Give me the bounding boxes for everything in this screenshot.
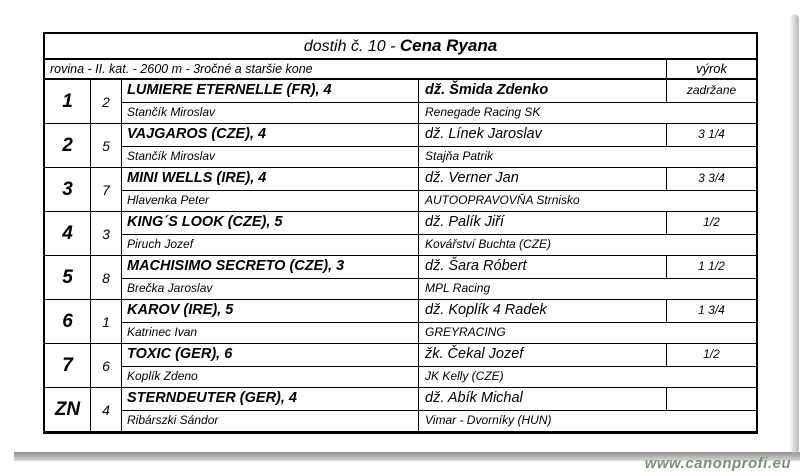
result-row-3 — [45, 168, 756, 212]
finish-position: ZN — [45, 388, 91, 431]
stable-name: Vimar - Dvorníky (HUN) — [425, 413, 552, 427]
verdict-column-header: výrok — [666, 60, 756, 78]
stable-name: MPL Racing — [425, 281, 491, 295]
trainer-name: Koplík Zdeno — [122, 367, 419, 387]
jockey-name: dž. Verner Jan — [425, 170, 519, 186]
horse-name: TOXIC (GER), 6 — [122, 344, 419, 366]
verdict-value: 1 1/2 — [666, 256, 756, 278]
verdict-value: 1 3/4 — [666, 300, 756, 322]
start-number: 2 — [91, 80, 122, 123]
result-row-7 — [45, 344, 756, 388]
scan-right-edge-shadow — [789, 14, 799, 454]
horse-name: KAROV (IRE), 5 — [122, 300, 419, 322]
stable-name: JK Kelly (CZE) — [425, 369, 504, 383]
jockey-name: dž. Koplík 4 Radek — [425, 302, 547, 318]
finish-position: 7 — [45, 344, 91, 387]
horse-name: STERNDEUTER (GER), 4 — [122, 388, 419, 410]
trainer-name: Hlavenka Peter — [122, 191, 419, 211]
finish-position: 5 — [45, 256, 91, 299]
finish-position: 3 — [45, 168, 91, 211]
race-conditions: rovina - II. kat. - 2600 m - 3ročné a staršie kone — [50, 62, 313, 76]
start-number: 3 — [91, 212, 122, 255]
stable-name: GREYRACING — [425, 325, 506, 339]
finish-position: 6 — [45, 300, 91, 343]
verdict-value: 1/2 — [666, 344, 756, 366]
race-results-table — [43, 32, 758, 434]
jockey-name: dž. Palík Jiří — [425, 214, 504, 230]
verdict-value: 3 3/4 — [666, 168, 756, 190]
horse-name: MINI WELLS (IRE), 4 — [122, 168, 419, 190]
race-title-prefix: dostih č. 10 - — [303, 38, 400, 55]
verdict-value: zadržane — [666, 80, 756, 102]
jockey-name: dž. Línek Jaroslav — [425, 126, 542, 142]
jockey-name: dž. Abík Michal — [425, 390, 523, 406]
verdict-value — [666, 388, 756, 410]
result-row-zn — [45, 388, 756, 431]
trainer-name: Stančík Miroslav — [122, 147, 419, 167]
trainer-name: Katrinec Ivan — [122, 323, 419, 343]
start-number: 5 — [91, 124, 122, 167]
start-number: 6 — [91, 344, 122, 387]
race-name: Cena Ryana — [399, 36, 498, 55]
start-number: 7 — [91, 168, 122, 211]
race-conditions-row — [45, 60, 756, 80]
finish-position: 4 — [45, 212, 91, 255]
horse-name: MACHISIMO SECRETO (CZE), 3 — [122, 256, 419, 278]
trainer-name: Ribárszki Sándor — [122, 411, 419, 431]
trainer-name: Stančík Miroslav — [122, 103, 419, 123]
start-number: 1 — [91, 300, 122, 343]
jockey-name: žk. Čekal Jozef — [425, 346, 524, 362]
stable-name: Stajňa Patrik — [425, 149, 494, 163]
stable-name: Kovářství Buchta (CZE) — [425, 237, 552, 251]
horse-name: LUMIERE ETERNELLE (FR), 4 — [122, 80, 419, 102]
jockey-name: dž. Šara Róbert — [425, 258, 527, 274]
trainer-name: Brečka Jaroslav — [122, 279, 419, 299]
result-row-2 — [45, 124, 756, 168]
start-number: 4 — [91, 388, 122, 431]
stable-name: AUTOOPRAVOVŇA Strnisko — [425, 193, 580, 207]
result-row-1 — [45, 80, 756, 124]
horse-name: KING´S LOOK (CZE), 5 — [122, 212, 419, 234]
horse-name: VAJGAROS (CZE), 4 — [122, 124, 419, 146]
result-row-6 — [45, 300, 756, 344]
trainer-name: Piruch Jozef — [122, 235, 419, 255]
race-title — [45, 34, 756, 60]
result-row-4 — [45, 212, 756, 256]
verdict-value: 3 1/4 — [666, 124, 756, 146]
watermark-url: www.canonprofi.eu — [644, 455, 791, 472]
finish-position: 1 — [45, 80, 91, 123]
verdict-value: 1/2 — [666, 212, 756, 234]
result-row-5 — [45, 256, 756, 300]
start-number: 8 — [91, 256, 122, 299]
finish-position: 2 — [45, 124, 91, 167]
stable-name: Renegade Racing SK — [425, 105, 541, 119]
jockey-name: dž. Šmida Zdenko — [425, 82, 549, 98]
